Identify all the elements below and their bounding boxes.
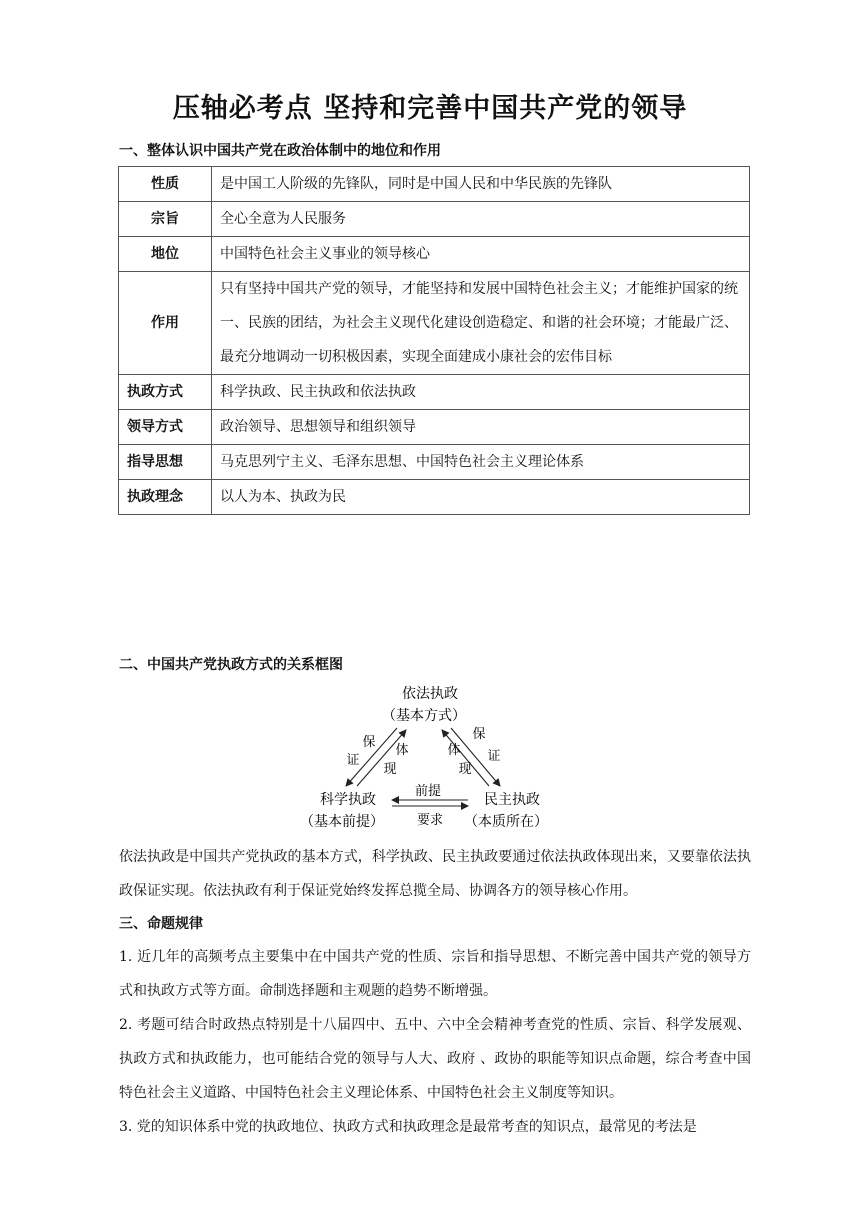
section2-heading: 二、中国共产党执政方式的关系框图: [119, 657, 343, 673]
table-row: [119, 272, 750, 375]
row-value: 中国特色社会主义事业的领导核心: [212, 237, 750, 272]
row-value: 是中国工人阶级的先锋队，同时是中国人民和中华民族的先锋队: [212, 167, 750, 202]
page-title: 压轴必考点 坚持和完善中国共产党的领导: [172, 93, 688, 124]
top-node-sub: （基本方式）: [382, 708, 466, 724]
row-key: 地位: [119, 237, 212, 272]
row-value: 全心全意为人民服务: [212, 202, 750, 237]
relationship-diagram: [0, 676, 860, 836]
right-node-sub: （本质所在）: [464, 814, 548, 830]
row-value: 科学执政、民主执政和依法执政: [212, 375, 750, 410]
row-key: 指导思想: [119, 445, 212, 480]
table-row: [119, 167, 750, 202]
row-value: 以人为本、执政为民: [212, 480, 750, 515]
section2-paragraph: 依法执政是中国共产党执政的基本方式，科学执政、民主执政要通过依法执政体现出来，又要靠依法执政保证实现。依法执政有利于保证党始终发挥总揽全局、协调各方的领导核心作用。: [119, 849, 751, 899]
row-key: 性质: [119, 167, 212, 202]
label-baozheng-right-1: 保: [472, 727, 486, 742]
table-row: [119, 375, 750, 410]
label-baozheng-left-1: 保: [362, 735, 376, 750]
table-row: [119, 445, 750, 480]
label-tixian-left-2: 现: [383, 762, 397, 777]
row-value: 政治领导、思想领导和组织领导: [212, 410, 750, 445]
info-table: [118, 166, 750, 515]
row-key: 宗旨: [119, 202, 212, 237]
row-key: 执政理念: [119, 480, 212, 515]
label-tixian-left-1: 体: [395, 743, 409, 758]
label-baozheng-left-2: 证: [346, 753, 360, 768]
row-value: 马克思列宁主义、毛泽东思想、中国特色社会主义理论体系: [212, 445, 750, 480]
label-yaoqiu: 要求: [416, 813, 444, 828]
label-tixian-right-2: 现: [458, 762, 472, 777]
row-key: 领导方式: [119, 410, 212, 445]
table-row: [119, 237, 750, 272]
list-item: 3. 党的知识体系中党的执政地位、执政方式和执政理念是最常考查的知识点，最常见的考法是: [119, 1119, 697, 1135]
table-row: [119, 410, 750, 445]
section3-heading: 三、命题规律: [119, 916, 203, 932]
label-qianti: 前提: [414, 784, 442, 799]
list-item: 2. 考题可结合时政热点特别是十八届四中、五中、六中全会精神考查党的性质、宗旨、科学发展观、执政方式和执政能力，也可能结合党的领导与人大、政府 、政协的职能等知识点命题，综合考查中国特色社会主义道路、中国特色社会主义理论体系、中国特色社会主义制度等知识。: [119, 1017, 751, 1101]
label-tixian-right-1: 体: [447, 743, 461, 758]
label-baozheng-right-2: 证: [487, 749, 501, 764]
row-key: 作用: [119, 272, 212, 375]
table-row: [119, 202, 750, 237]
list-item: 1. 近几年的高频考点主要集中在中国共产党的性质、宗旨和指导思想、不断完善中国共产党的领导方式和执政方式等方面。命制选择题和主观题的趋势不断增强。: [119, 949, 751, 999]
table-row: [119, 480, 750, 515]
left-node-sub: （基本前提）: [300, 814, 384, 830]
row-key: 执政方式: [119, 375, 212, 410]
left-node-label: 科学执政: [320, 792, 376, 808]
section1-heading: 一、整体认识中国共产党在政治体制中的地位和作用: [119, 143, 441, 159]
top-node-label: 依法执政: [402, 686, 458, 702]
right-node-label: 民主执政: [484, 792, 540, 808]
row-value: 只有坚持中国共产党的领导，才能坚持和发展中国特色社会主义；才能维护国家的统一、民族的团结，为社会主义现代化建设创造稳定、和谐的社会环境；才能最广泛、最充分地调动一切积极因素，实现全面建成小康社会的宏伟目标: [212, 272, 750, 375]
